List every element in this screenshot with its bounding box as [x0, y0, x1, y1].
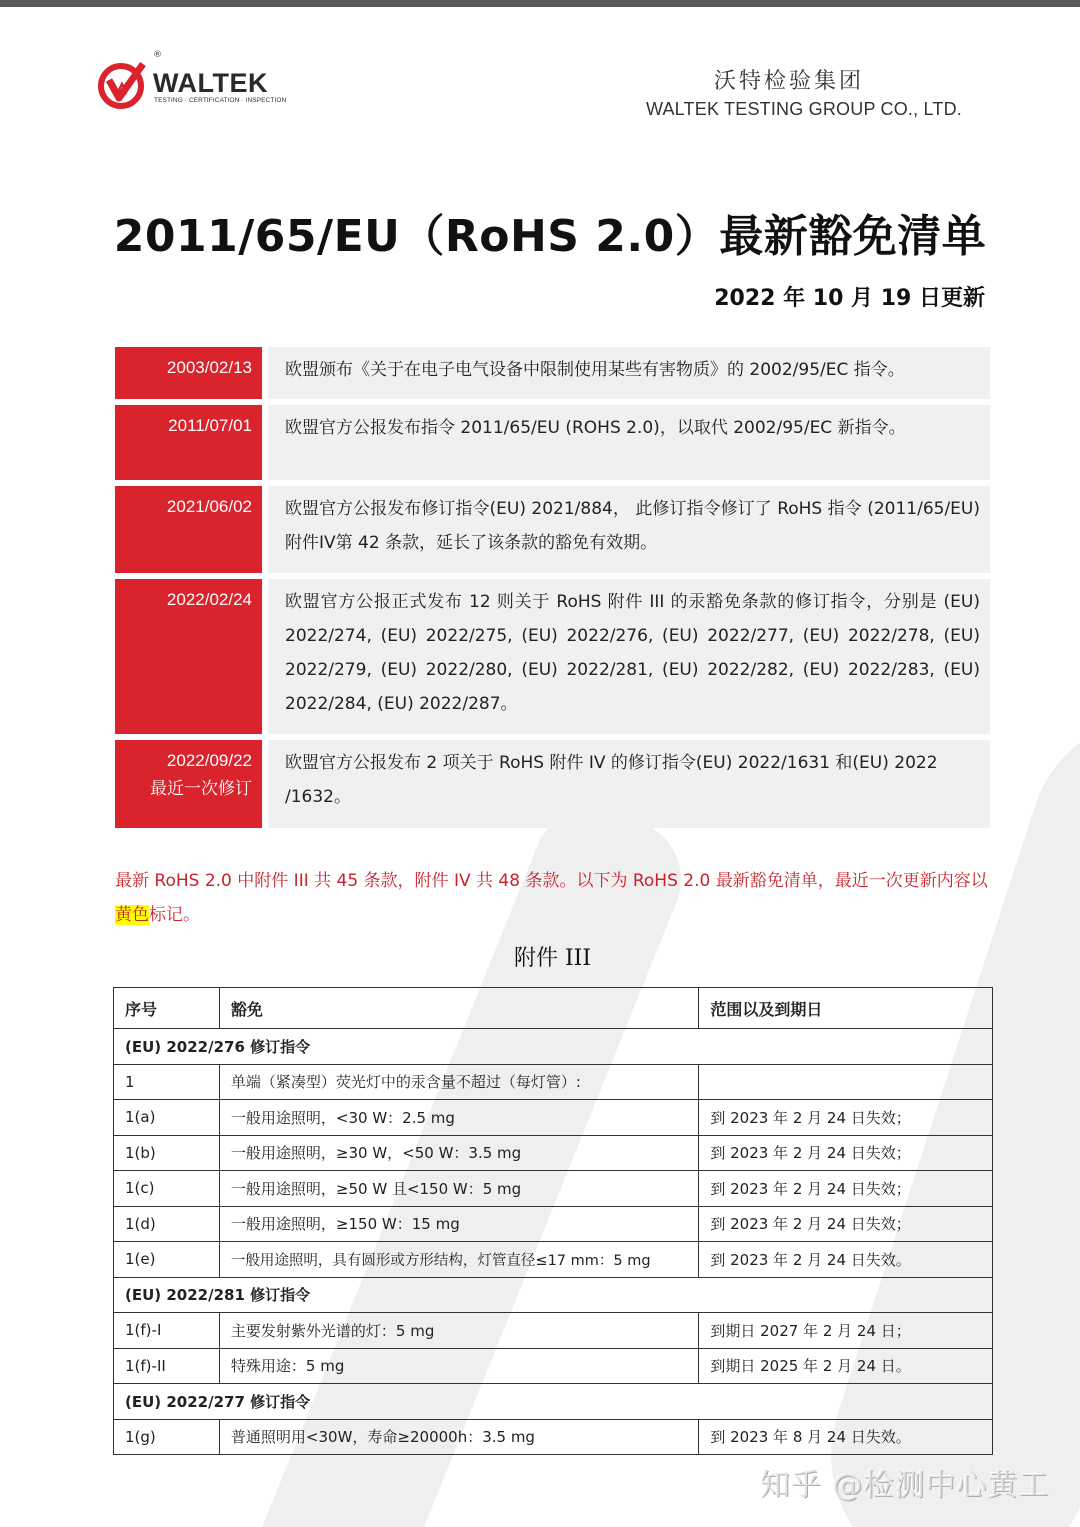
- column-header-exemption: 豁免: [219, 988, 698, 1029]
- waltek-logo: [97, 50, 287, 110]
- annex-title: 附件 III: [513, 946, 592, 971]
- timeline-date: 2021/06/02: [115, 486, 262, 573]
- cell-exemption: 主要发射紫外光谱的灯：5 mg: [219, 1313, 698, 1349]
- timeline-row-latest: [115, 740, 990, 828]
- column-header-number: 序号: [114, 988, 220, 1029]
- directive-label: (EU) 2022/277 修订指令: [114, 1384, 993, 1420]
- table-row: [114, 1348, 993, 1384]
- timeline-row: [115, 347, 990, 399]
- note-text: 最新 RoHS 2.0 中附件 III 共 45 条款，附件 IV 共 48 条款。以下为 RoHS 2.0 最新豁免清单，最近一次更新内容以: [115, 871, 988, 891]
- company-name-cn: 沃特检验集团: [713, 69, 864, 94]
- timeline-text: 欧盟官方公报正式发布 12 则关于 RoHS 附件 III 的汞豁免条款的修订指令，分别是 (EU) 2022/274, (EU) 2022/275, (EU) 2022/276, (EU) 2022/277, (EU) 2022/278, (EU) 2022/279, (EU) 2022/280, (EU) 2022/281, (EU) 2022/282, (EU) 2022/283, (EU) 2022/284, (EU) 2022/287。: [268, 579, 990, 734]
- company-name-block: [624, 64, 962, 120]
- timeline-date: 2022/02/24: [115, 579, 262, 734]
- exemption-table: [113, 987, 993, 1455]
- table-row: [114, 1135, 993, 1171]
- company-name-en: WALTEK TESTING GROUP CO., LTD.: [645, 99, 962, 119]
- cell-scope: 到 2023 年 2 月 24 日失效；: [699, 1135, 993, 1171]
- cell-number: 1(a): [114, 1100, 220, 1136]
- cell-number: 1: [114, 1064, 220, 1100]
- document-title: 2011/65/EU（RoHS 2.0）最新豁免清单: [113, 211, 987, 262]
- timeline-text: 欧盟官方公报发布 2 项关于 RoHS 附件 IV 的修订指令(EU) 2022/1631 和(EU) 2022 /1632。: [268, 740, 990, 828]
- cell-exemption: 一般用途照明，≥30 W，<50 W：3.5 mg: [219, 1135, 698, 1171]
- cell-scope: 到 2023 年 2 月 24 日失效；: [699, 1171, 993, 1207]
- cell-number: 1(f)-II: [114, 1348, 220, 1384]
- cell-exemption: 特殊用途：5 mg: [219, 1348, 698, 1384]
- cell-exemption: 普通照明用<30W，寿命≥20000h：3.5 mg: [219, 1419, 698, 1455]
- timeline-row: [115, 579, 990, 734]
- table-row: [114, 1313, 993, 1349]
- logo-wordmark: WALTEK: [153, 68, 268, 98]
- cell-scope: 到 2023 年 2 月 24 日失效。: [699, 1242, 993, 1278]
- cell-number: 1(c): [114, 1171, 220, 1207]
- timeline-text: 欧盟官方公报发布指令 2011/65/EU (ROHS 2.0)，以取代 2002/95/EC 新指令。: [268, 405, 990, 480]
- cell-scope: 到 2023 年 2 月 24 日失效；: [699, 1100, 993, 1136]
- checkmark-logo-icon: [97, 58, 149, 110]
- cell-scope: 到期日 2027 年 2 月 24 日；: [699, 1313, 993, 1349]
- table-row: [114, 1100, 993, 1136]
- timeline-date-value: 2022/09/22: [166, 751, 252, 770]
- cell-number: 1(b): [114, 1135, 220, 1171]
- directive-label: (EU) 2022/276 修订指令: [114, 1029, 993, 1065]
- logo-tagline: TESTING · CERTIFICATION · INSPECTION: [154, 97, 287, 104]
- registered-mark: ®: [153, 50, 162, 60]
- directive-group-row: [114, 1384, 993, 1420]
- cell-exemption: 单端（紧凑型）荧光灯中的汞含量不超过（每灯管）:: [219, 1064, 698, 1100]
- note-text-end: 标记。: [149, 905, 200, 925]
- directive-group-row: [114, 1277, 993, 1313]
- cell-scope: [699, 1064, 993, 1100]
- cell-scope: 到期日 2025 年 2 月 24 日。: [699, 1348, 993, 1384]
- table-header-row: [114, 988, 993, 1029]
- cell-number: 1(d): [114, 1206, 220, 1242]
- table-row: [114, 1419, 993, 1455]
- summary-note: [115, 864, 995, 932]
- directive-group-row: [114, 1029, 993, 1065]
- timeline-text: 欧盟颁布《关于在电子电气设备中限制使用某些有害物质》的 2002/95/EC 指令。: [268, 347, 990, 399]
- timeline-row: [115, 405, 990, 480]
- cell-number: 1(e): [114, 1242, 220, 1278]
- update-date: 2022 年 10 月 19 日更新: [714, 286, 985, 311]
- cell-scope: 到 2023 年 8 月 24 日失效。: [699, 1419, 993, 1455]
- zhihu-watermark: 知乎 @检测中心黄工: [760, 1468, 1050, 1503]
- table-row: [114, 1064, 993, 1100]
- cell-exemption: 一般用途照明，<30 W：2.5 mg: [219, 1100, 698, 1136]
- cell-scope: 到 2023 年 2 月 24 日失效；: [699, 1206, 993, 1242]
- cell-exemption: 一般用途照明，≥150 W：15 mg: [219, 1206, 698, 1242]
- cell-number: 1(f)-I: [114, 1313, 220, 1349]
- cell-exemption: 一般用途照明，≥50 W 且<150 W：5 mg: [219, 1171, 698, 1207]
- directive-label: (EU) 2022/281 修订指令: [114, 1277, 993, 1313]
- timeline-row: [115, 486, 990, 573]
- timeline-date: 2011/07/01: [115, 405, 262, 480]
- yellow-highlight-label: 黄色: [115, 905, 149, 925]
- table-row: [114, 1242, 993, 1278]
- column-header-scope: 范围以及到期日: [699, 988, 993, 1029]
- timeline-date: [115, 740, 262, 828]
- latest-revision-label: 最近一次修订: [150, 779, 252, 799]
- timeline-date: 2003/02/13: [115, 347, 262, 399]
- table-row: [114, 1206, 993, 1242]
- timeline-text: 欧盟官方公报发布修订指令(EU) 2021/884， 此修订指令修订了 RoHS 指令 (2011/65/EU)附件IV第 42 条款，延长了该条款的豁免有效期。: [268, 486, 990, 573]
- cell-exemption: 一般用途照明，具有圆形或方形结构，灯管直径≤17 mm：5 mg: [219, 1242, 698, 1278]
- table-row: [114, 1171, 993, 1207]
- revision-timeline: [115, 347, 990, 834]
- cell-number: 1(g): [114, 1419, 220, 1455]
